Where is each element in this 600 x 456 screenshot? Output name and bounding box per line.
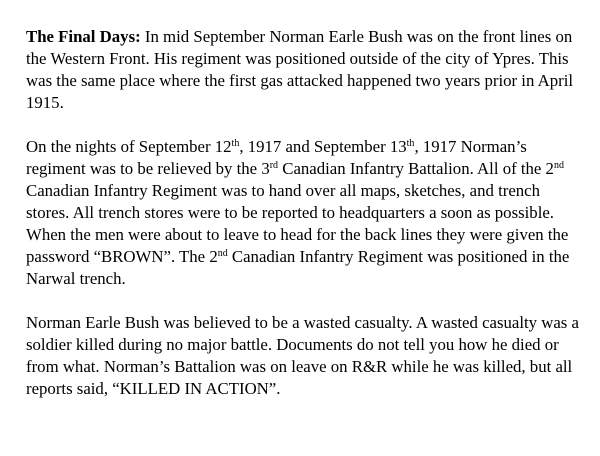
ordinal-suffix: nd — [553, 160, 564, 171]
paragraph-text-part: Canadian Infantry Battalion. All of the 2 — [278, 159, 554, 178]
paragraph-text: In mid September Norman Earle Bush was on the front lines on the Western Front. His regiment was positioned outside of the city of Ypres. This was the same place where the first gas attacked happened two years prior in April 1915. — [26, 27, 574, 112]
paragraph-text-part: Canadian Infantry Regiment was positioned in the Narwal trench. — [26, 247, 570, 288]
paragraph-relief-nights — [26, 136, 582, 290]
ordinal-suffix: nd — [217, 248, 228, 259]
ordinal-suffix: rd — [269, 160, 279, 171]
paragraph-final-days — [26, 26, 582, 114]
paragraph-text-part: , 1917 and September 13 — [239, 137, 407, 156]
ordinal-suffix: th — [406, 138, 415, 149]
paragraph-text-part: On the nights of September 12 — [26, 137, 232, 156]
paragraph-text-part: Canadian Infantry Regiment was to hand over all maps, sketches, and trench stores. All trench stores were to be reported to headquarters a soon as possible. When the men were about to leave to head for the back lines they were given the password “BROWN”. The 2 — [26, 181, 569, 266]
ordinal-suffix: th — [231, 138, 240, 149]
paragraph-text-part: , 1917 Norman’s regiment was to be relieved by the 3 — [26, 137, 527, 178]
document-body — [26, 26, 582, 400]
section-heading: The Final Days: — [26, 27, 141, 46]
paragraph-wasted-casualty — [26, 312, 582, 400]
paragraph-text: Norman Earle Bush was believed to be a wasted casualty. A wasted casualty was a soldier killed during no major battle. Documents do not tell you how he died or from what. Norman’s Battalion was on leave on R&R while he was killed, but all reports said, “KILLED IN ACTION”. — [26, 313, 579, 398]
